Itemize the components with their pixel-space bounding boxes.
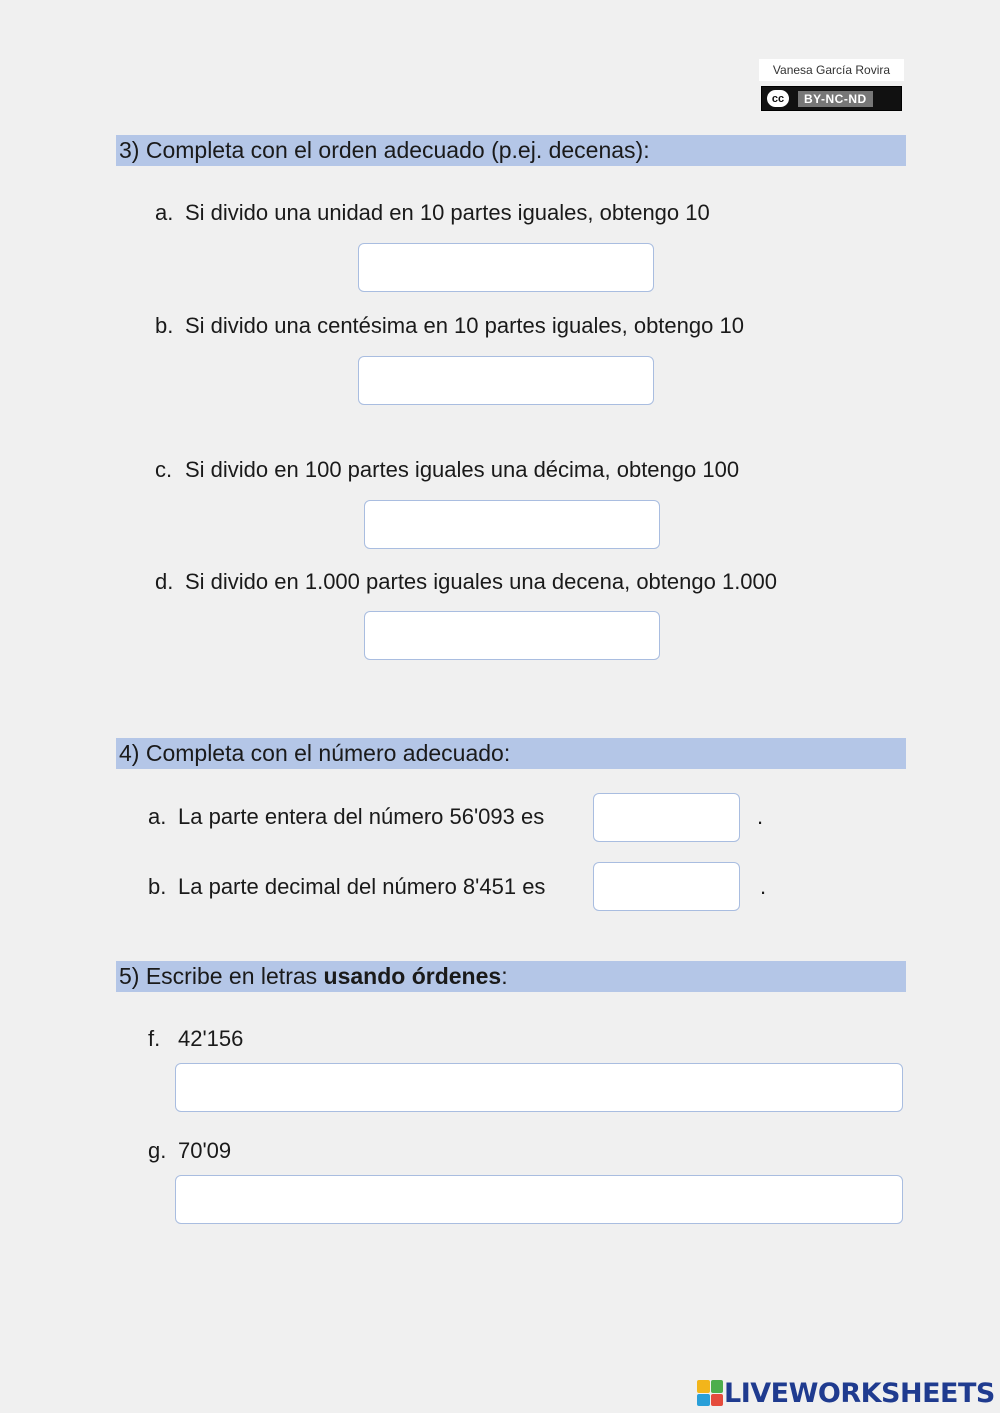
item-text: La parte entera del número 56'093 es xyxy=(178,804,545,829)
item-letter: c. xyxy=(155,457,173,482)
section-5-title-text: 5) Escribe en letras xyxy=(119,963,324,989)
answer-input-3b[interactable] xyxy=(358,356,654,405)
liveworksheets-mark-icon xyxy=(697,1380,723,1406)
answer-input-3d[interactable] xyxy=(364,611,660,660)
cc-icon: cc xyxy=(766,89,790,108)
section-5-title-colon: : xyxy=(501,963,508,989)
section-5-item-f xyxy=(148,1025,243,1053)
liveworksheets-brand: LIVEWORKSHEETS xyxy=(724,1377,995,1409)
license-label: BY-NC-ND xyxy=(798,91,873,107)
section-5-title-bold: usando órdenes xyxy=(323,963,502,989)
section-5-title xyxy=(116,961,906,992)
section-3-item-b xyxy=(155,312,744,340)
item-letter: d. xyxy=(155,569,174,594)
item-text: Si divido en 1.000 partes iguales una decena, obtengo 1.000 xyxy=(185,569,778,594)
item-text: 42'156 xyxy=(178,1026,244,1051)
item-letter: g. xyxy=(148,1138,167,1163)
section-4-item-b xyxy=(148,873,545,901)
period: . xyxy=(757,804,764,829)
section-4-item-a xyxy=(148,803,544,831)
answer-input-5g[interactable] xyxy=(175,1175,903,1224)
section-3-item-c xyxy=(155,456,739,484)
item-text: La parte decimal del número 8'451 es xyxy=(178,874,546,899)
section-4-title: 4) Completa con el número adecuado: xyxy=(116,738,906,769)
item-text: Si divido una unidad en 10 partes iguales, obtengo 10 xyxy=(185,200,710,225)
item-letter: a. xyxy=(155,200,174,225)
cc-license-badge xyxy=(761,86,902,111)
author-name: Vanesa García Rovira xyxy=(759,59,904,81)
item-text: Si divido una centésima en 10 partes iguales, obtengo 10 xyxy=(185,313,744,338)
answer-input-4a[interactable] xyxy=(593,793,740,842)
item-text: Si divido en 100 partes iguales una décima, obtengo 100 xyxy=(185,457,740,482)
item-letter: b. xyxy=(148,874,167,899)
section-3-item-d xyxy=(155,568,777,596)
section-3-item-a xyxy=(155,199,710,227)
item-text: 70'09 xyxy=(178,1138,232,1163)
item-letter: f. xyxy=(148,1026,161,1051)
answer-input-5f[interactable] xyxy=(175,1063,903,1112)
item-letter: b. xyxy=(155,313,174,338)
period: . xyxy=(760,874,767,899)
section-5-item-g xyxy=(148,1137,231,1165)
answer-input-4b[interactable] xyxy=(593,862,740,911)
answer-input-3c[interactable] xyxy=(364,500,660,549)
answer-input-3a[interactable] xyxy=(358,243,654,292)
section-3-title: 3) Completa con el orden adecuado (p.ej. decenas): xyxy=(116,135,906,166)
liveworksheets-logo[interactable] xyxy=(697,1376,995,1410)
item-letter: a. xyxy=(148,804,167,829)
